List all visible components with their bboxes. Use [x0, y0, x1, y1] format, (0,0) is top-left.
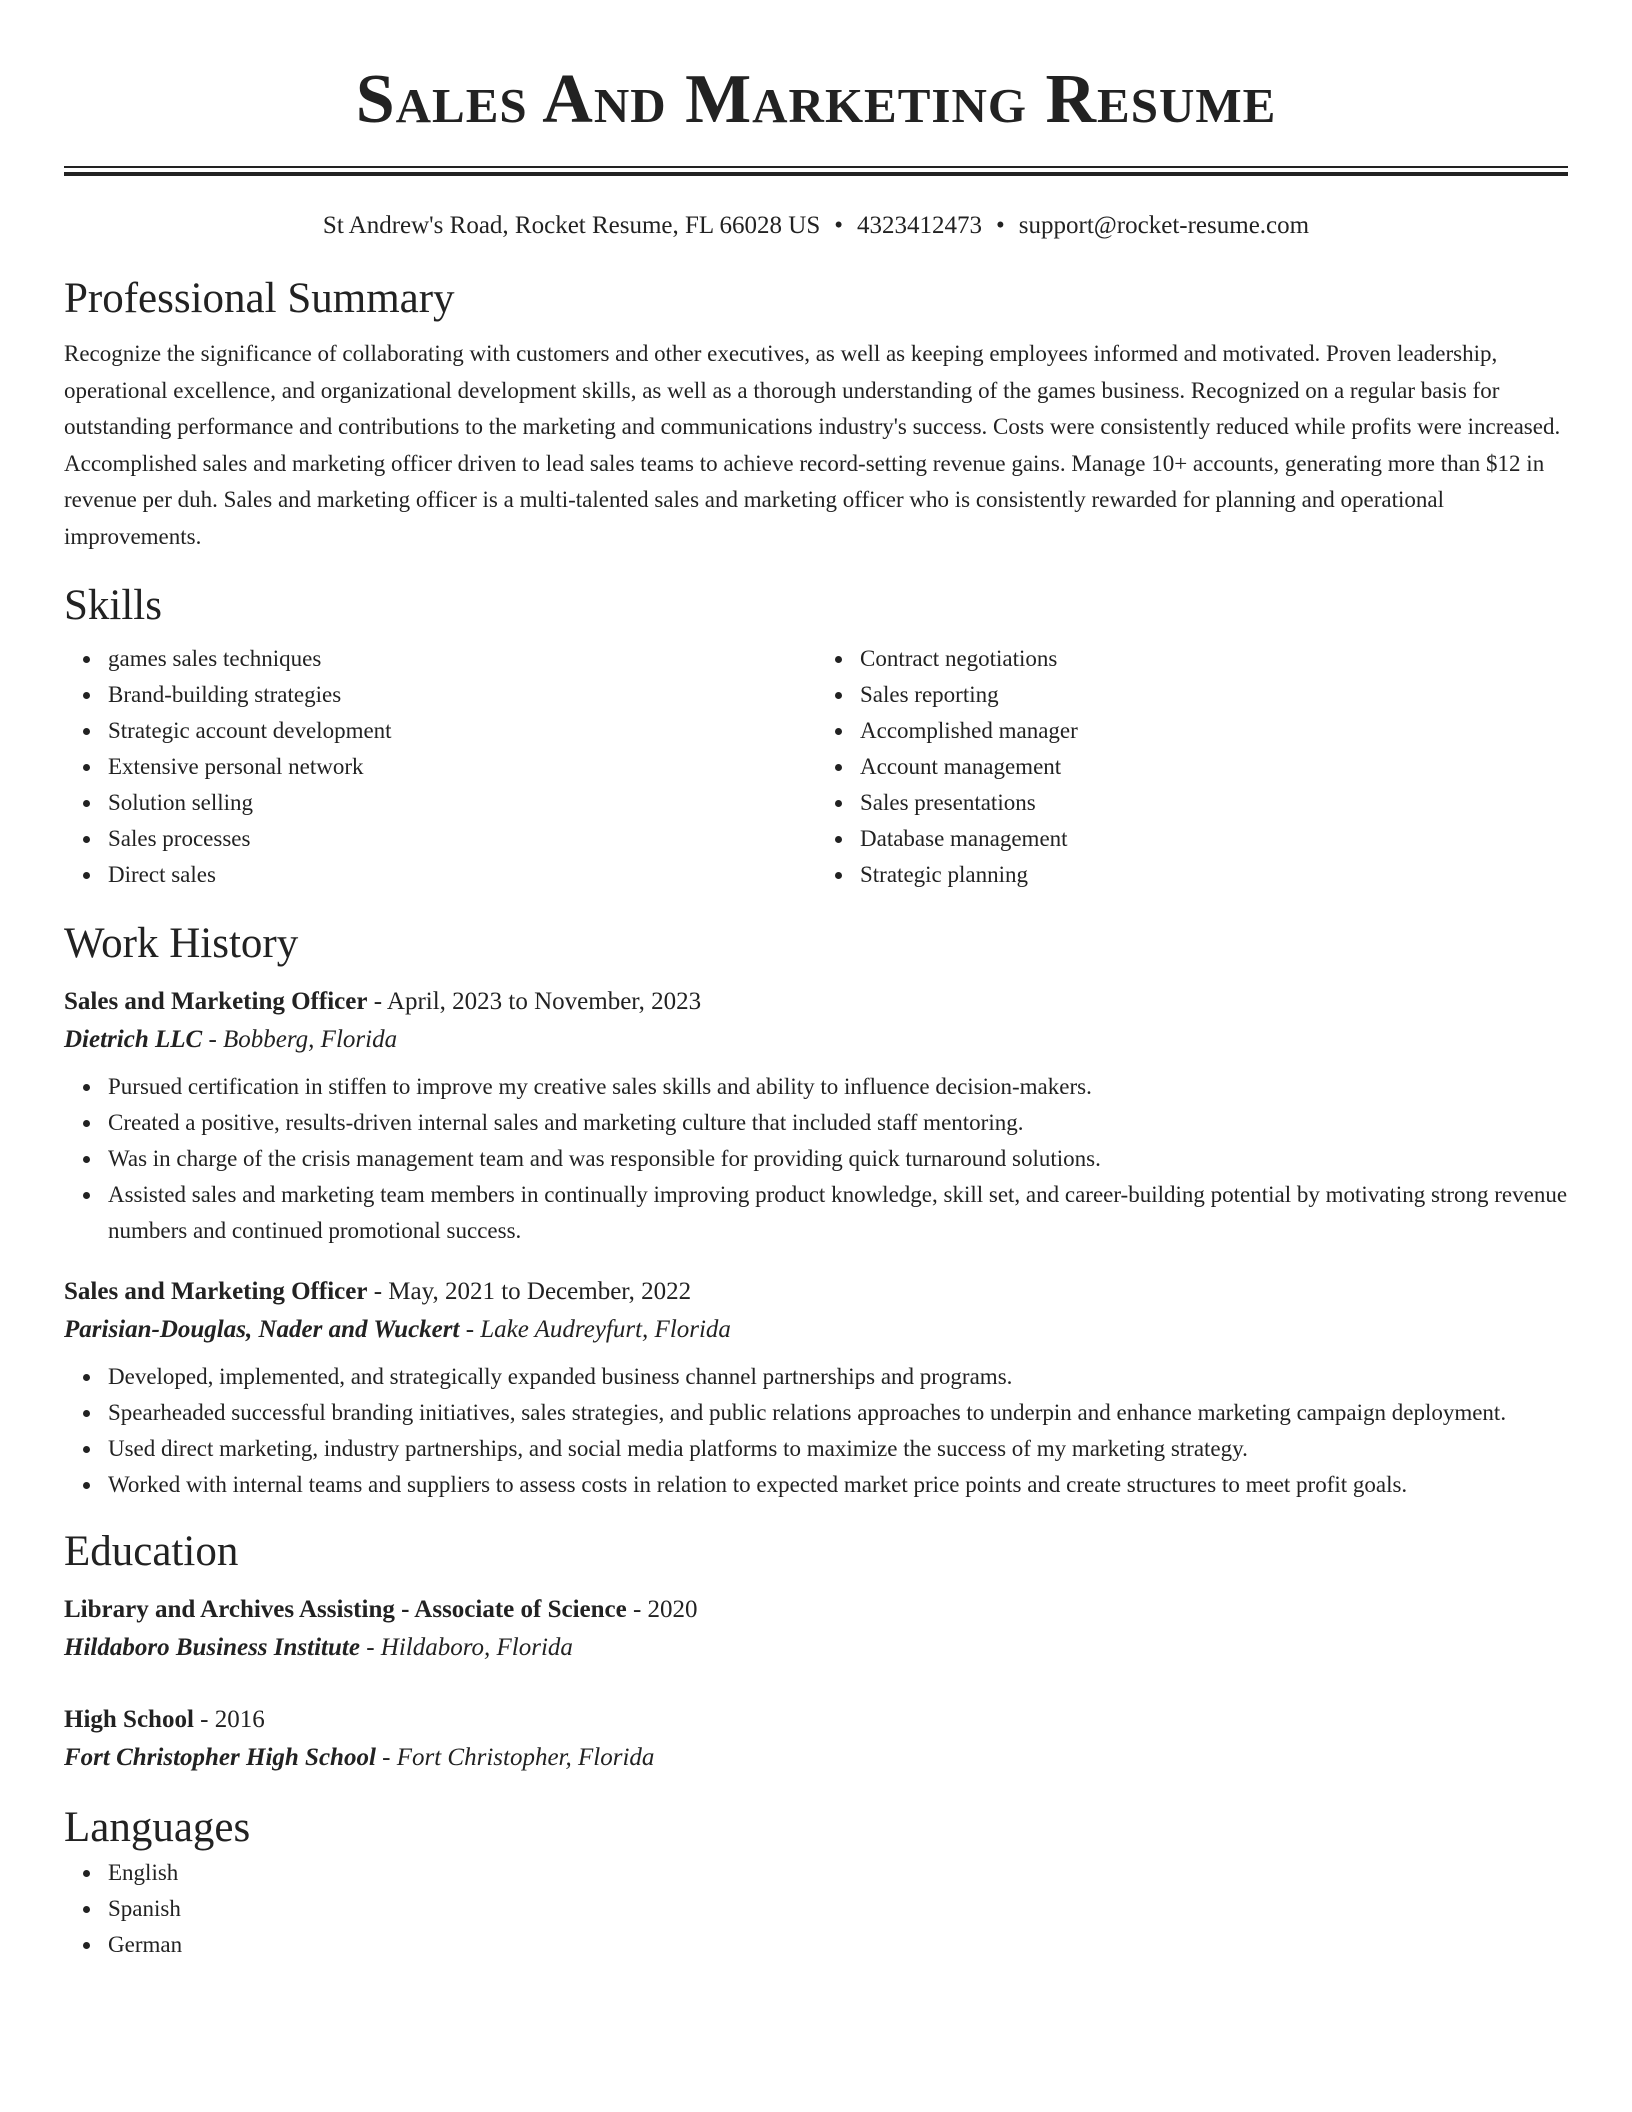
languages-list: [64, 1855, 1568, 1963]
skill-item: Solution selling: [108, 785, 816, 821]
job-duties-list: [64, 1069, 1568, 1249]
employer-location: - Bobberg, Florida: [202, 1026, 398, 1053]
title-divider: [64, 166, 1568, 176]
skills-heading: Skills: [64, 582, 162, 629]
job-dates: - May, 2021 to December, 2022: [367, 1278, 692, 1305]
language-item: Spanish: [108, 1891, 1568, 1927]
degree-line: [64, 1701, 1568, 1739]
employer-line: [64, 1311, 1568, 1349]
degree-line: [64, 1591, 1568, 1629]
job-entry: [64, 983, 1568, 1249]
skill-item: Strategic account development: [108, 713, 816, 749]
job-duty: Worked with internal teams and suppliers to assess costs in relation to expected market price points and create structures to meet profit goals.: [108, 1467, 1568, 1503]
job-dates: - April, 2023 to November, 2023: [367, 988, 702, 1015]
skills-grid: [64, 641, 1568, 893]
school-name: Fort Christopher High School: [64, 1744, 376, 1771]
employer-name: Parisian-Douglas, Nader and Wuckert: [64, 1316, 460, 1343]
job-duty: Assisted sales and marketing team members in continually improving product knowledge, skill set, and career-building potential by motivating strong revenue numbers and continued promotional success.: [108, 1177, 1568, 1249]
skill-item: Brand-building strategies: [108, 677, 816, 713]
languages-heading: Languages: [64, 1804, 251, 1851]
contact-phone: 4323412473: [857, 212, 983, 239]
education-heading: Education: [64, 1528, 239, 1575]
school-line: [64, 1629, 1568, 1667]
contact-email: support@rocket-resume.com: [1018, 212, 1310, 239]
skill-item: Strategic planning: [860, 857, 1568, 893]
job-duty: Created a positive, results-driven internal sales and marketing culture that included staff mentoring.: [108, 1105, 1568, 1141]
language-item: German: [108, 1927, 1568, 1963]
skill-item: Account management: [860, 749, 1568, 785]
contact-line: [64, 210, 1568, 242]
skill-item: Sales presentations: [860, 785, 1568, 821]
employer-name: Dietrich LLC: [64, 1026, 203, 1053]
education-entry: [64, 1701, 1568, 1777]
job-duty: Spearheaded successful branding initiatives, sales strategies, and public relations approaches to underpin and enhance marketing campaign deployment.: [108, 1395, 1568, 1431]
skill-item: Sales reporting: [860, 677, 1568, 713]
degree-year: - 2016: [193, 1706, 265, 1733]
degree-year: - 2020: [626, 1596, 698, 1623]
degree-name: High School: [64, 1706, 194, 1733]
resume-title: Sales And Marketing Resume: [355, 61, 1277, 138]
degree-name: Library and Archives Assisting - Associate of Science: [64, 1596, 627, 1623]
skill-item: Accomplished manager: [860, 713, 1568, 749]
skill-item: Contract negotiations: [860, 641, 1568, 677]
skills-column-right: [816, 641, 1568, 893]
skill-item: Direct sales: [108, 857, 816, 893]
work-history-heading: Work History: [64, 920, 299, 967]
language-item: English: [108, 1855, 1568, 1891]
employer-line: [64, 1021, 1568, 1059]
job-entry: [64, 1273, 1568, 1503]
employer-location: - Lake Audreyfurt, Florida: [459, 1316, 731, 1343]
job-duties-list: [64, 1359, 1568, 1503]
contact-separator: •: [996, 212, 1005, 239]
skills-column-left: [64, 641, 816, 893]
job-duty: Was in charge of the crisis management team and was responsible for providing quick turnaround solutions.: [108, 1141, 1568, 1177]
job-duty: Used direct marketing, industry partnerships, and social media platforms to maximize the success of my marketing strategy.: [108, 1431, 1568, 1467]
job-title: Sales and Marketing Officer: [64, 1278, 368, 1305]
skill-item: Database management: [860, 821, 1568, 857]
job-title-line: [64, 983, 1568, 1021]
school-name: Hildaboro Business Institute: [64, 1634, 360, 1661]
job-title: Sales and Marketing Officer: [64, 988, 368, 1015]
skill-item: Sales processes: [108, 821, 816, 857]
education-entry: [64, 1591, 1568, 1667]
summary-text: Recognize the significance of collaborating with customers and other executives, as well as keeping employees informed and motivated. Proven leadership, operational excellence, and organizational development skills, as well as a thorough understanding of the games business. Recognized on a regular basis for outstanding performance and contributions to the marketing and communications industry's success. Costs were consistently reduced while profits were increased. Accomplished sales and marketing officer driven to lead sales teams to achieve record-setting revenue gains. Manage 10+ accounts, generating more than $12 in revenue per duh. Sales and marketing officer is a multi-talented sales and marketing officer who is consistently rewarded for planning and operational improvements.: [64, 341, 1561, 549]
job-duty: Pursued certification in stiffen to improve my creative sales skills and ability to influence decision-makers.: [108, 1069, 1568, 1105]
school-location: - Hildaboro, Florida: [359, 1634, 573, 1661]
skill-item: games sales techniques: [108, 641, 816, 677]
contact-separator: •: [834, 212, 844, 239]
skill-item: Extensive personal network: [108, 749, 816, 785]
job-title-line: [64, 1273, 1568, 1311]
contact-address: St Andrew's Road, Rocket Resume, FL 66028 US: [322, 212, 821, 239]
school-line: [64, 1739, 1568, 1777]
school-location: - Fort Christopher, Florida: [375, 1744, 655, 1771]
summary-heading: Professional Summary: [64, 275, 455, 322]
job-duty: Developed, implemented, and strategically expanded business channel partnerships and programs.: [108, 1359, 1568, 1395]
